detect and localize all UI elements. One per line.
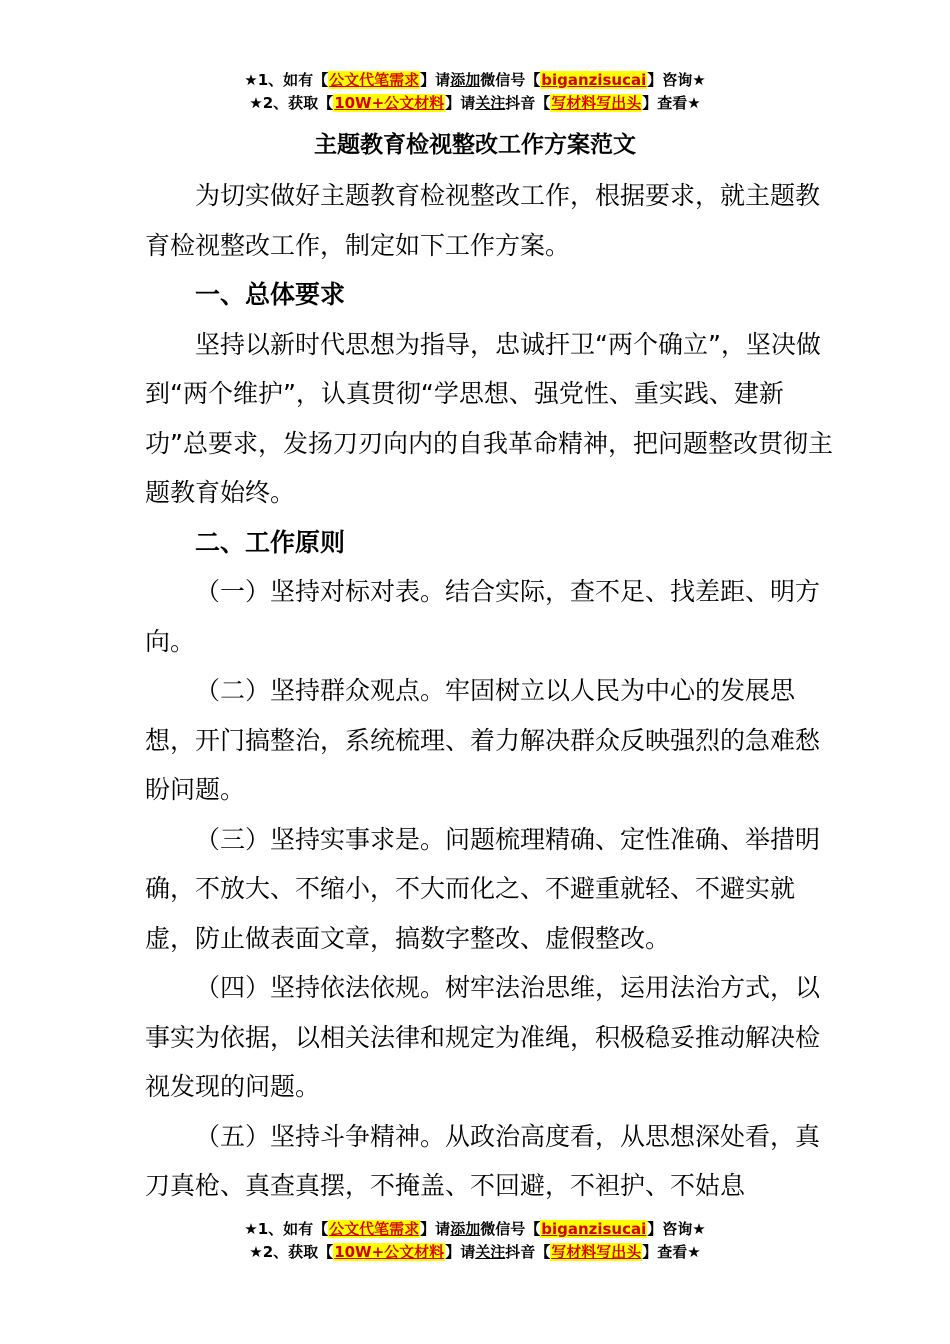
paragraph: （一）坚持对标对表。结合实际，查不足、找差距、明方向。 xyxy=(145,577,821,656)
banner-douyin-id: 写材料写出头 xyxy=(551,1243,642,1261)
banner-highlight: 10W+公文材料 xyxy=(334,1243,445,1261)
banner-wechat-id: biganzisucai xyxy=(541,71,647,89)
section-heading: 一、总体要求 xyxy=(195,280,346,309)
paragraph: （四）坚持依法依规。树牢法治思维，运用法治方式，以事实为依据，以相关法律和规定为准绳，积极稳妥推动解决检视发现的问题。 xyxy=(145,973,821,1101)
paragraph: （三）坚持实事求是。问题梳理精确、定性准确、举措明确，不放大、不缩小，不大而化之、不避重就轻、不避实就虚，防止做表面文章，搞数字整改、虚假整改。 xyxy=(145,824,821,953)
banner-line-1: ★1、如有【公文代笔需求】请添加微信号【biganzisucai】咨询★ xyxy=(244,71,706,89)
header-banner xyxy=(0,69,950,115)
banner-highlight: 公文代笔需求 xyxy=(329,71,420,89)
banner-line-1: ★1、如有【公文代笔需求】请添加微信号【biganzisucai】咨询★ xyxy=(244,1220,706,1238)
paragraph: 坚持以新时代思想为指导，忠诚扞卫“两个确立”，坚决做到“两个维护”，认真贯彻“学思想、强党性、重实践、建新功”总要求，发扬刀刃向内的自我革命精神，把问题整改贯彻主题教育始终。 xyxy=(145,329,833,507)
banner-line-2: ★2、获取【10W+公文材料】请关注抖音【写材料写出头】查看★ xyxy=(249,94,701,112)
banner-line-2: ★2、获取【10W+公文材料】请关注抖音【写材料写出头】查看★ xyxy=(249,1243,701,1261)
footer-banner xyxy=(0,1218,950,1264)
banner-wechat-id: biganzisucai xyxy=(541,1220,647,1238)
paragraph: 为切实做好主题教育检视整改工作，根据要求，就主题教育检视整改工作，制定如下工作方案。 xyxy=(145,181,821,260)
banner-highlight: 公文代笔需求 xyxy=(329,1220,420,1238)
document-body xyxy=(145,171,835,1211)
paragraph: （二）坚持群众观点。牢固树立以人民为中心的发展思想，开门搞整治，系统梳理、着力解决群众反映强烈的急难愁盼问题。 xyxy=(145,676,821,804)
paragraph: （五）坚持斗争精神。从政治高度看，从思想深处看，真刀真枪、真查真摆，不掩盖、不回避，不袒护、不姑息 xyxy=(145,1121,821,1200)
document-title: 主题教育检视整改工作方案范文 xyxy=(314,132,636,158)
banner-highlight: 10W+公文材料 xyxy=(334,94,445,112)
banner-douyin-id: 写材料写出头 xyxy=(551,94,642,112)
section-heading: 二、工作原则 xyxy=(195,527,346,557)
